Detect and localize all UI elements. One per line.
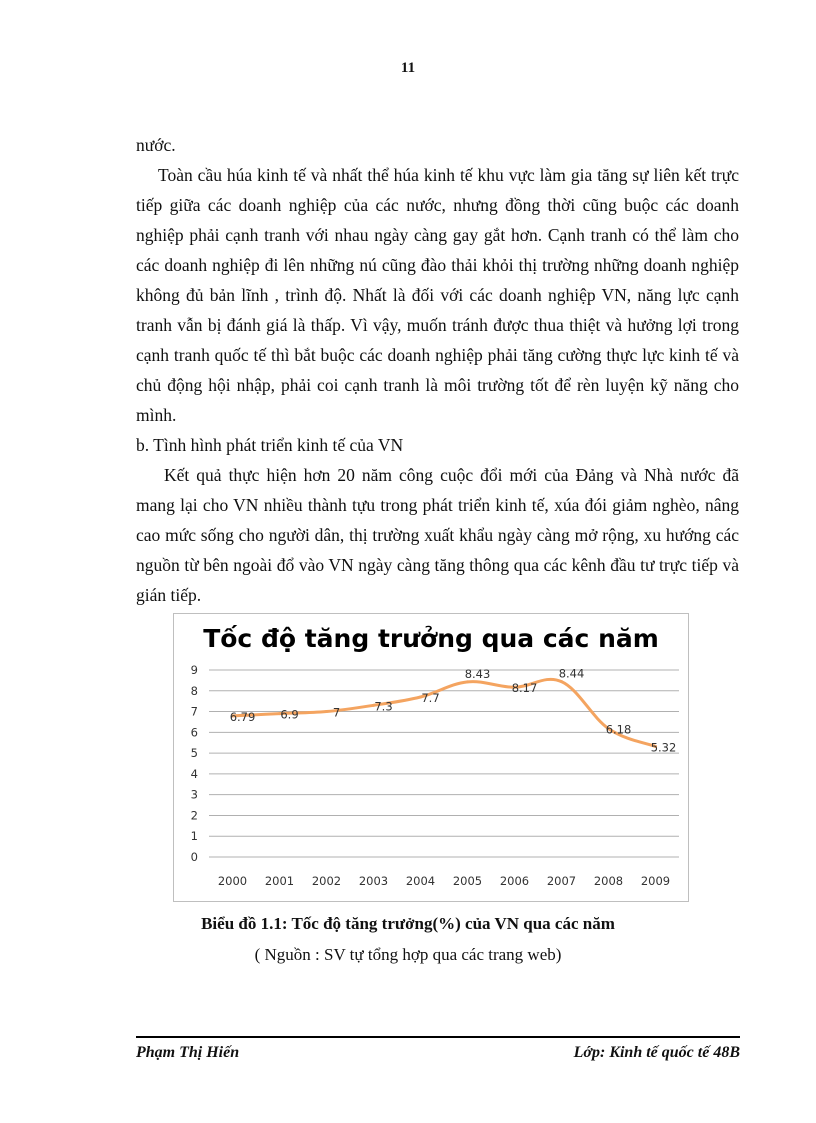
y-tick-label: 1 — [190, 829, 198, 844]
data-label: 8.43 — [464, 666, 491, 681]
data-label: 6.9 — [280, 707, 299, 722]
x-tick-label: 2000 — [217, 874, 248, 888]
data-label: 6.18 — [605, 722, 632, 737]
x-tick-label: 2004 — [405, 874, 436, 888]
chart-container — [173, 613, 689, 902]
x-tick-label: 2006 — [499, 874, 530, 888]
x-tick-label: 2008 — [593, 874, 624, 888]
y-tick-label: 6 — [190, 725, 198, 740]
y-tick-label: 5 — [190, 746, 198, 761]
figure-source: ( Nguồn : SV tự tổng hợp qua các trang web) — [254, 945, 562, 964]
data-label: 8.17 — [511, 681, 538, 696]
x-tick-label: 2005 — [452, 874, 483, 888]
x-tick-label: 2009 — [640, 874, 671, 888]
data-label: 6.79 — [229, 709, 256, 724]
x-tick-label: 2002 — [311, 874, 342, 888]
footer-author: Phạm Thị Hiến — [136, 1044, 240, 1061]
data-label: 7.3 — [374, 699, 393, 714]
page-number: 11 — [400, 60, 416, 76]
paragraph: Toàn cầu húa kinh tế và nhất thể húa kinh tế khu vực làm gia tăng sự liên kết trực tiếp giữa các doanh nghiệp của các nước, nhưng đồng thời cũng buộc các doanh nghiệp phải cạnh tranh với nhau ngày càng gay gắt hơn. Cạnh tranh có thể làm cho các doanh nghiệp đi lên những nú cũng đào thải khỏi thị trường những doanh nghiệp không đủ bản lĩnh , trình độ. Nhất là đối với các doanh nghiệp VN, năng lực cạnh tranh vẫn bị đánh giá là thấp. Vì vậy, muốn tránh được thua thiệt và hưởng lợi trong cạnh tranh quốc tế thì bắt buộc các doanh nghiệp phải tăng cường thực lực kinh tế và chủ động hội nhập, phải coi cạnh tranh là môi trường tốt để rèn luyện kỹ năng cho mình. — [136, 165, 739, 425]
section-heading: b. Tình hình phát triển kinh tế của VN — [136, 435, 404, 455]
data-label: 5.32 — [650, 740, 677, 755]
y-tick-label: 9 — [190, 663, 198, 677]
x-tick-label: 2001 — [264, 874, 295, 888]
data-label: 7 — [332, 705, 341, 720]
data-point — [325, 710, 328, 713]
data-label: 8.44 — [558, 666, 585, 681]
y-tick-label: 0 — [190, 850, 198, 864]
x-tick-label: 2007 — [546, 874, 577, 888]
body-text — [136, 130, 739, 610]
paragraph: nước. — [136, 135, 176, 155]
y-tick-label: 8 — [190, 683, 198, 698]
x-tick-label: 2003 — [358, 874, 389, 888]
chart-title: Tốc độ tăng trưởng qua các năm — [203, 624, 659, 653]
figure-caption: Biểu đồ 1.1: Tốc độ tăng trưởng(%) của VN qua các năm — [201, 914, 615, 933]
y-tick-label: 4 — [190, 766, 198, 781]
footer-rule — [136, 1036, 740, 1038]
footer-class: Lớp: Kinh tế quốc tế 48B — [573, 1044, 740, 1061]
y-tick-label: 2 — [190, 808, 198, 823]
paragraph: Kết quả thực hiện hơn 20 năm công cuộc đổi mới của Đảng và Nhà nước đã mang lại cho VN nhiều thành tựu trong phát triển kinh tế, xúa đói giảm nghèo, nâng cao mức sống cho người dân, thị trường xuất khẩu ngày càng mở rộng, xu hướng các nguồn từ bên ngoài đổ vào VN ngày càng tăng thông qua các kênh đầu tư trực tiếp và gián tiếp. — [136, 465, 739, 605]
data-label: 7.7 — [421, 691, 440, 706]
line-chart — [174, 614, 688, 901]
y-tick-label: 3 — [190, 787, 198, 802]
y-tick-label: 7 — [190, 704, 198, 719]
